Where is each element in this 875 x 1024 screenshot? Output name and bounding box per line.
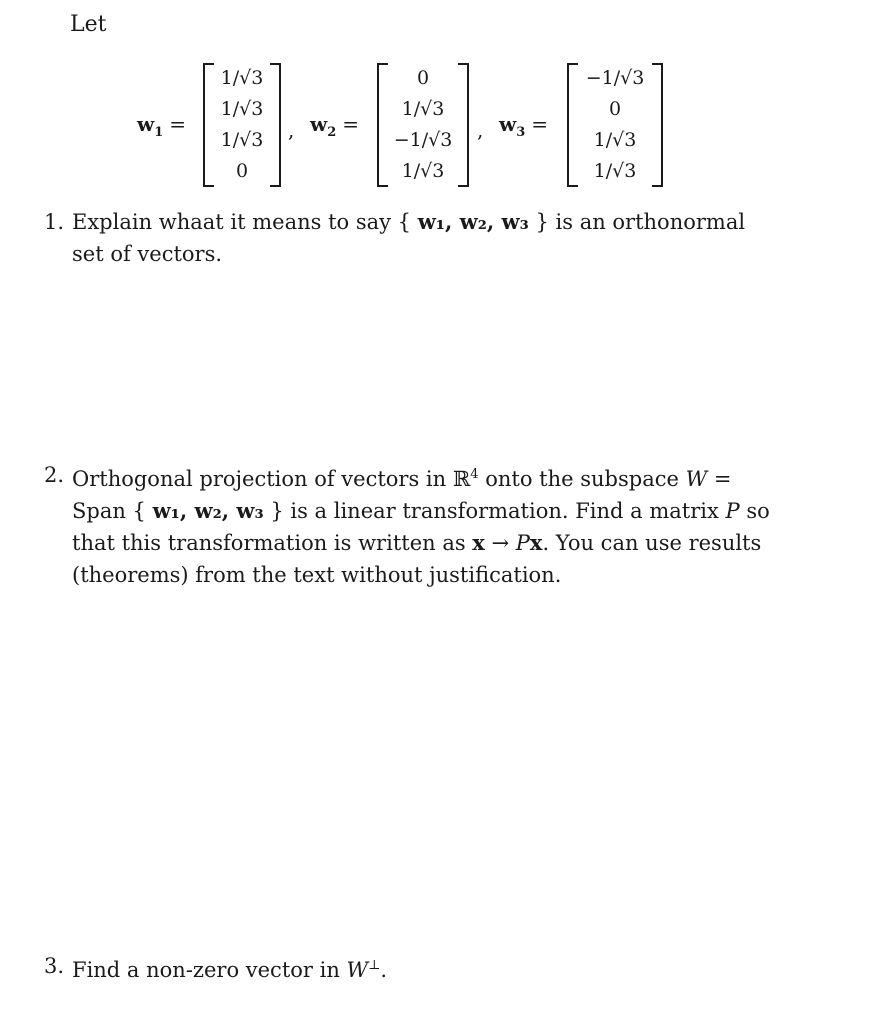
- vector-w2-label: $w_2$ =: [310, 112, 360, 140]
- w3-entry-1: −1/√3: [585, 67, 645, 89]
- question-2-line-1: Orthogonal projection of vectors in ℝ$^4$ onto the subspace W =: [72, 467, 732, 491]
- w1-entry-3: 1/√3: [220, 129, 264, 151]
- question-2-line-2: Span { w₁, w₂, w₃ } is a linear transformation. Find a matrix P so: [72, 498, 770, 523]
- question-1-number: 1.: [44, 210, 65, 234]
- w1-entry-2: 1/√3: [220, 98, 264, 120]
- w3-entry-3: 1/√3: [593, 129, 637, 151]
- w2-entry-3: −1/√3: [393, 129, 453, 151]
- vector-w3-label: $w_3$ =: [499, 112, 549, 140]
- comma-2: ,: [477, 118, 484, 142]
- intro-text: Let: [70, 12, 107, 37]
- vector-w3-matrix: [567, 63, 663, 187]
- question-2-number: 2.: [44, 463, 65, 487]
- question-1-line-1: Explain whaat it means to say { w₁, w₂, w₃ } is an orthonormal: [72, 209, 746, 234]
- question-3-number: 3.: [44, 954, 65, 978]
- w2-entry-1: 0: [416, 67, 430, 89]
- question-2: [44, 459, 824, 599]
- question-2-line-4: (theorems) from the text without justification.: [72, 563, 562, 587]
- comma-1: ,: [288, 118, 295, 142]
- vector-w1-label: $w_1$ =: [137, 112, 187, 140]
- question-1: [44, 206, 824, 276]
- vector-w2-matrix: [377, 63, 469, 187]
- question-1-line-2: set of vectors.: [72, 242, 223, 266]
- question-3-line-1: Find a non-zero vector in W⊥.: [72, 958, 388, 982]
- w3-entry-2: 0: [608, 98, 622, 120]
- w3-entry-4: 1/√3: [593, 160, 637, 182]
- w2-entry-2: 1/√3: [401, 98, 445, 120]
- w1-entry-1: 1/√3: [220, 67, 264, 89]
- w2-entry-4: 1/√3: [401, 160, 445, 182]
- question-3: [44, 950, 824, 990]
- w1-entry-4: 0: [235, 160, 249, 182]
- question-2-line-3: that this transformation is written as x → Px. You can use results: [72, 530, 762, 555]
- vector-w1-matrix: [203, 63, 281, 187]
